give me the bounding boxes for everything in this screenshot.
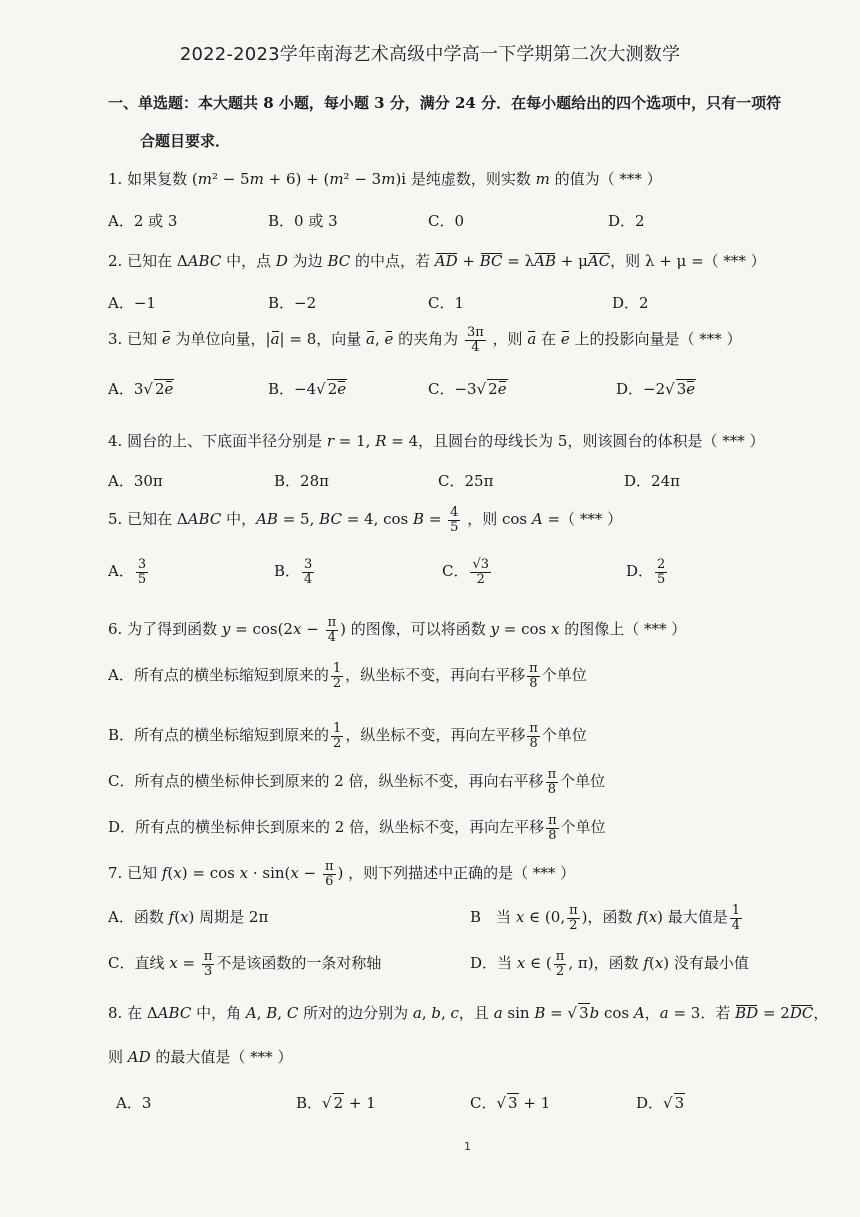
q2-option-b: B．−2 xyxy=(268,294,317,312)
q7-option-d: D．当 x ∈ ( $\frac{\pi}{2}$ , π)，函数 f(x) 没有最小值 xyxy=(470,949,749,979)
question-3: 3. 已知 e 为单位向量，|a| = 8，向量 a, e 的夹角为 $\frac{3\pi}{4}$ ，则 a 在 e 上的投影向量是（ *** ） xyxy=(108,325,742,355)
q3-option-d: D．−2√ 3e xyxy=(616,380,696,398)
q5-option-b: B． $\frac{3}{4}$ xyxy=(274,557,313,587)
q1-option-b: B．0 或 3 xyxy=(268,212,338,230)
q4-option-a: A．30π xyxy=(108,472,163,490)
q3-option-a: A．3√ 2e xyxy=(108,380,174,398)
q2-option-a: A．−1 xyxy=(108,294,156,312)
q4-option-b: B．28π xyxy=(274,472,329,490)
q5-option-c: C． $\frac{√3}{2}$ xyxy=(442,557,490,587)
q6-option-a: A．所有点的横坐标缩短到原来的 $\frac{1}{2}$ ，纵坐标不变，再向右平移 $\frac{\pi}{8}$ 个单位 xyxy=(108,661,587,691)
q2-option-c: C．1 xyxy=(428,294,465,312)
q8-option-c: C．√ 3 + 1 xyxy=(470,1094,551,1112)
q7-option-c: C．直线 x = $\frac{\pi}{3}$ 不是该函数的一条对称轴 xyxy=(108,949,382,979)
q7-option-b: B 当 x ∈ (0, $\frac{\pi}{2}$ )，函数 f(x) 最大值是 $\frac{1}{4}$ xyxy=(470,903,741,933)
section-header: 一、单选题：本大题共 8 小题，每小题 3 分，满分 24 分．在每小题给出的四个选项中，只有一项符 xyxy=(108,94,782,112)
q8-option-b: B．√ 2 + 1 xyxy=(296,1094,376,1112)
q2-option-d: D．2 xyxy=(612,294,649,312)
page-title: 2022-2023学年南海艺术高级中学高一下学期第二次大测数学 xyxy=(179,44,681,65)
q6-option-d: D．所有点的横坐标伸长到原来的 2 倍，纵坐标不变，再向左平移 $\frac{\pi}{8}$ 个单位 xyxy=(108,813,606,843)
page-number: 1 xyxy=(464,1140,471,1153)
q1-option-d: D．2 xyxy=(608,212,645,230)
q6-option-b: B．所有点的横坐标缩短到原来的 $\frac{1}{2}$ ，纵坐标不变，再向左平移 $\frac{\pi}{8}$ 个单位 xyxy=(108,721,587,751)
question-2: 2. 已知在 ΔABC 中，点 D 为边 BC 的中点，若 AD + BC = λAB + μAC，则 λ + μ =（ *** ） xyxy=(108,252,766,270)
q8-option-d: D．√ 3 xyxy=(636,1094,685,1112)
question-7: 7. 已知 f(x) = cos x · sin(x − $\frac{\pi}{6}$ ) ，则下列描述中正确的是（ *** ） xyxy=(108,859,576,889)
q4-option-c: C．25π xyxy=(438,472,494,490)
q1-option-c: C．0 xyxy=(428,212,465,230)
q3-option-c: C．−3√ 2e xyxy=(428,380,507,398)
q8-option-a: A．3 xyxy=(116,1094,152,1112)
q5-option-a: A． $\frac{3}{5}$ xyxy=(108,557,147,587)
question-8: 8. 在 ΔABC 中，角 A, B, C 所对的边分别为 a, b, c，且 a sin B = √ 3b cos A，a = 3．若 BD = 2DC， xyxy=(108,1004,829,1022)
question-6: 6. 为了得到函数 y = cos(2x − $\frac{\pi}{4}$ ) 的图像，可以将函数 y = cos x 的图像上（ *** ） xyxy=(108,615,687,645)
q6-option-c: C．所有点的横坐标伸长到原来的 2 倍，纵坐标不变，再向右平移 $\frac{\pi}{8}$ 个单位 xyxy=(108,767,606,797)
q4-option-d: D．24π xyxy=(624,472,680,490)
q7-option-a: A．函数 f(x) 周期是 2π xyxy=(108,908,269,926)
question-4: 4. 圆台的上、下底面半径分别是 r = 1, R = 4，且圆台的母线长为 5，则该圆台的体积是（ *** ） xyxy=(108,432,765,450)
q1-option-a: A．2 或 3 xyxy=(108,212,178,230)
question-1: 1. 如果复数 (m² − 5m + 6) + (m² − 3m)i 是纯虚数，则实数 m 的值为（ *** ） xyxy=(108,170,662,188)
question-5: 5. 已知在 ΔABC 中，AB = 5, BC = 4, cos B = $\frac{4}{5}$ ，则 cos A =（ *** ） xyxy=(108,505,623,535)
question-8-cont: 则 AD 的最大值是（ *** ） xyxy=(108,1048,293,1066)
q3-option-b: B．−4√ 2e xyxy=(268,380,347,398)
q5-option-d: D． $\frac{2}{5}$ xyxy=(626,557,666,587)
section-header-cont: 合题目要求． xyxy=(140,132,231,150)
